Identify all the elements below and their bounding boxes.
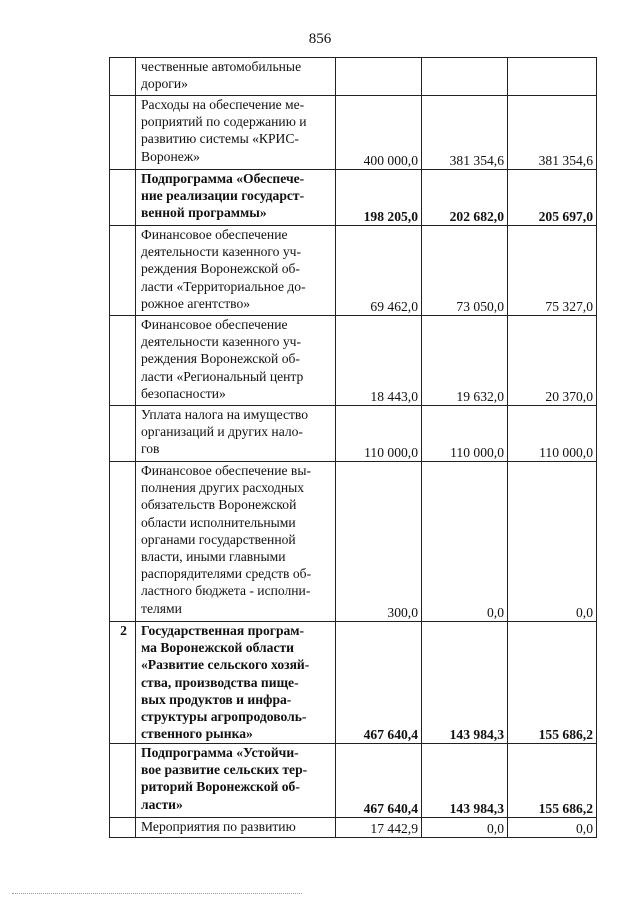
value-year-1: 110 000,0 [336,406,422,462]
table-row [110,818,597,838]
value-year-3: 155 686,2 [508,622,597,744]
value-year-1: 18 443,0 [336,316,422,406]
table-row [110,744,597,818]
row-name: Финансовое обеспечение деятельности казенного уч- реждения Воронежской об- ласти «Региональный центр безопасности» [136,316,336,406]
row-name: Финансовое обеспечение вы- полнения других расходных обязательств Воронежской области исполнительными органами государственной власти, иными главными распорядителями средств об- ластного бюджета - исполни- телями [136,462,336,622]
value-year-2: 202 682,0 [422,170,508,226]
row-number [110,406,136,462]
value-year-2: 0,0 [422,818,508,838]
row-number [110,744,136,818]
value-year-3: 20 370,0 [508,316,597,406]
value-year-1: 467 640,4 [336,744,422,818]
scan-artifact-line [12,893,302,895]
row-name: Уплата налога на имущество организаций и других нало- гов [136,406,336,462]
value-year-1: 17 442,9 [336,818,422,838]
budget-table [109,57,597,838]
row-number [110,170,136,226]
row-number [110,316,136,406]
row-number [110,96,136,170]
table-row [110,462,597,622]
value-year-3: 0,0 [508,818,597,838]
value-year-3: 381 354,6 [508,96,597,170]
table-row [110,58,597,96]
table-row [110,622,597,744]
row-number [110,58,136,96]
value-year-1: 198 205,0 [336,170,422,226]
row-name: Мероприятия по развитию [136,818,336,838]
row-name: Финансовое обеспечение деятельности казенного уч- реждения Воронежской об- ласти «Территориальное до- рожное агентство» [136,226,336,316]
value-year-3: 0,0 [508,462,597,622]
value-year-1: 467 640,4 [336,622,422,744]
row-name: Подпрограмма «Устойчи- вое развитие сельских тер- риторий Воронежской об- ласти» [136,744,336,818]
value-year-2: 19 632,0 [422,316,508,406]
value-year-2: 143 984,3 [422,622,508,744]
row-name: Расходы на обеспечение ме- роприятий по содержанию и развитию системы «КРИС- Воронеж» [136,96,336,170]
value-year-2: 0,0 [422,462,508,622]
row-name: Государственная програм- ма Воронежской области «Развитие сельского хозяй- ства, производства пище- вых продуктов и инфра- структуры агропродоволь- ственного рынка» [136,622,336,744]
value-year-3 [508,58,597,96]
value-year-2: 110 000,0 [422,406,508,462]
table-row [110,406,597,462]
value-year-3: 75 327,0 [508,226,597,316]
value-year-3: 155 686,2 [508,744,597,818]
value-year-2 [422,58,508,96]
table-row [110,170,597,226]
row-number [110,226,136,316]
row-number [110,818,136,838]
value-year-3: 110 000,0 [508,406,597,462]
table-row [110,316,597,406]
value-year-3: 205 697,0 [508,170,597,226]
value-year-1: 69 462,0 [336,226,422,316]
row-name: Подпрограмма «Обеспече- ние реализации государст- венной программы» [136,170,336,226]
page-number: 856 [308,31,332,47]
value-year-2: 73 050,0 [422,226,508,316]
value-year-1: 300,0 [336,462,422,622]
value-year-1 [336,58,422,96]
row-number: 2 [110,622,136,744]
value-year-2: 143 984,3 [422,744,508,818]
row-name: чественные автомобильные дороги» [136,58,336,96]
table-row [110,96,597,170]
table-row [110,226,597,316]
value-year-1: 400 000,0 [336,96,422,170]
value-year-2: 381 354,6 [422,96,508,170]
row-number [110,462,136,622]
